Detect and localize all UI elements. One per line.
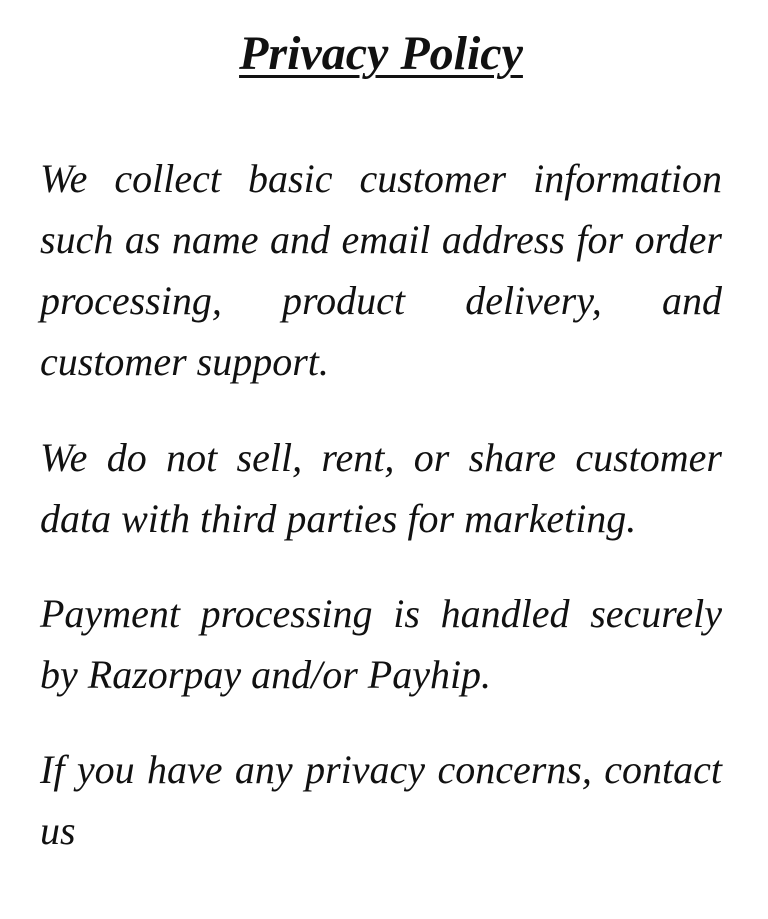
paragraph-contact: If you have any privacy concerns, contact us [40,747,722,853]
page-title: Privacy Policy [239,27,523,80]
paragraph-payment-processing: Payment processing is handled securely by Razorpay and/or Payhip. [40,591,722,697]
privacy-policy-document [40,0,722,861]
paragraph-data-collection: We collect basic customer information such as name and email address for order processing, product delivery, and customer support. [40,156,722,384]
paragraph-no-sharing: We do not sell, rent, or share customer data with third parties for marketing. [40,435,722,541]
